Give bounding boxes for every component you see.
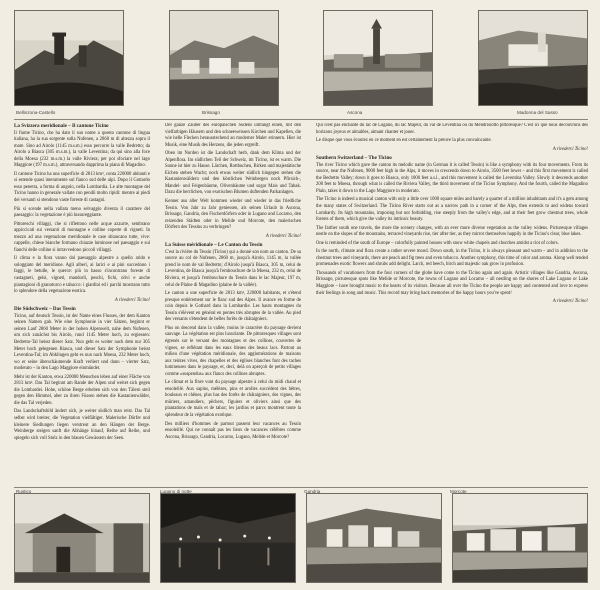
photo-brissago	[169, 10, 279, 106]
paragraph: Thousands of vacationers from the four corners of the globe have come to the Ticino again and again. Artistic villages like Gandria, Ascona, Brissago, picturesque spots like Melide or Morcote, the towns of Lugano and Locarno – all nestling on the shores of Lake Lugano or Lake Maggiore – have brought music to the hearts of its visitors. Because all over the Ticino the people are happy and contented and love to express their feelings in song and music. This record may bring back memories of the happy hours you've spent!	[316, 270, 588, 296]
paragraph: The river Ticino which gave the canton its melodic name (in German it is called Tessin) is like a symphony with its four movements. From its source, near the Nufenen, 9000 feet high in the Alps, it moves in crescendo down to Airolo, 3500 feet lower – and this first movement is called the Bedretto Valley; down it goes to Biasca, only 1000 feet a.s.l., and this movement is called the Leventina Valley. Slowly it descends another 200 feet to Moesa, through what is called the Riviera Valley, the third movement of the Ticino Symphony. And the fourth, called the Magadino Plain, takes it down to the Lago Maggiore in moderato.	[316, 162, 588, 194]
photo-rustico	[14, 493, 150, 583]
paragraph: In the north, climate and flora create a rather severe mood. Down south, in the Ticino, it is always pleasant and warm – and in addition to the chestnut trees and vineyards, there are peach and fig trees and even tobacco. Another symphony, this time of color and aroma. Along well tended promenades exotic flowers and shrubs add delight. Larch, red beech, birch and majestic oak grow in profusion.	[316, 249, 588, 268]
paragraph: Il fiume Ticino, che ha dato il suo nome a questo cantone di lingua italiana, ha la sua sorgente sulla Nufenen, a 2860 m di altezza sopra il mare. Sino ad Airolo (1145 m.s.m.) esso percorre la valle Bedretto; da Airolo a Biasca (305 m.s.m.), la valle Leventina; da qui sino alla foce della Moesa (232 m.s.m.) la valle Riviera; per poi sfociare nel lago Maggiore (197 m.s.m.), attraversando dapprima la piana di Magadino.	[14, 130, 150, 169]
heading-italian: La Svizzera meridionale – Il cantone Ticino	[14, 123, 109, 129]
paragraph: Ticino, auf deutsch Tessin, ist der Name eines Flusses, der dem Kanton seinen Namen gab. Wie eine Symphonie in vier Sätzen, beginnt er seinen Lauf 2860 Meter in der hohen Alpenwelt, nahe dem Nufenen, um sich zunächst bis Airolo, rund 1145 Meter hoch, zu ergiessen: Bedretto-Tal heisst dieser Satz. Nun geht es weiter nach dem nur 305 Meter hoch gelegenen Biasca, und dieser Satz der Symphonie heisst Leventina-Tal; im Abklingen geht es nun nach Moesa, 232 Meter hoch, wo er seine überschäumende Kraft verliert und dann – vierter Satz, moderato – in den Lago Maggiore einmündet.	[14, 313, 150, 372]
caption-bottom-1: Rustico	[16, 489, 32, 494]
paragraph: Oben im Norden ist die Landschaft herb, dank dem Klima und der Alpenflora. Im südlichen Teil der Schweiz, im Ticino, ist es warm. Die Sonne ist hier zu Hause. Lärchen, Rottbuchen, Birken und majestätische Eichen stehen Wacht; noch etwas weiter südlich hingegen stehen die Kastanienwäldern und den köstlichen Weinbergen noch Pfirsich-, Mandel- und Feigenbäume, Olivenbäume und sogar Mais und Tabak. Dazu die herrlichen, von exotischen Blumen duftenden Parkanlagen.	[165, 151, 301, 196]
paragraph: One is reminded of the south of Europe – colorfully painted houses with snow white chapels and churches amidst a riot of colors.	[316, 240, 559, 246]
photo-ascona	[323, 10, 433, 106]
photo-gandria	[306, 493, 442, 583]
paragraph: Der ganze Zauber des europäischen Südens umfängt einen, mit den vielfarbigen Häusern und den schneeweissen Kirchen und Kapellen, die wie helle Flecken herausstechend an moderner Maler erinnern. Hier ist Musik, eine Musik des Herzens, die jeden ergreift.	[165, 123, 301, 148]
paragraph: Il clima e la flora vanno dal paesaggio alpestre a quello arido e sologgiato del meridione. Agli alberi, ai larici e ai pini succedono i faggi, le betulle, le querce: più in basso s'incontrano foreste di castagneti, gelsi, vigneti, mandorli, peschi, fichi, olivi e anche piantagioni di granoturco e tabacco: i giardini ed i parchi mostrano tutto lo splendore della vegetazione esotica.	[14, 256, 150, 295]
bottom-photo-row	[14, 493, 588, 590]
paragraph: Pittoreschi villaggi, che si riflettono nelle acque azzurre, sembrano appiccicati sui versanti di montagne e colline coperte di vigneti. In mezzo ad una vegetazione meridionale le case sbiancano tutte, vive: cappelle, chiese bianche formano chiazze luminose nel paesaggio e sui fianchi delle colline si intravvedono piccoli villaggi.	[14, 221, 150, 253]
paragraph: Kenner aus aller Welt kommen wieder und wieder in das friedliche Tessin. Von Jahr zu Jahr geniessen, als seinen Urlaub in Ascona, Brissago, Gandria, den Fischerdörfern oder in Lugano und Locarno, den reizenden Städten oder in Melide und Morcote, den malerischen Dörfern des Tessins zu verbringen?	[165, 199, 301, 231]
paragraph: Qui n'est pas enchanté du lac de Lugano, du lac Majeur, du val de Leventina ou du Mendrisiotto pittoresque? C'est ici que nous découvrons des horizons joyeux et aimables, aimant chanter et jouer.	[316, 123, 588, 135]
signoff: A rivederci Ticino!	[114, 297, 150, 303]
paragraph: C'est la rivière du Tessin (Ticino) qui a donné son nom au canton. De sa source au col de Nufenen, 2860 m, jusqu'à Airolo, 1145 m, la vallée prend le nom de val Bedretto; d'Airolo jusqu'à Biasca, 305 m, celui de Leventina, de Biasca jusqu'à l'embouchure de la Moesa, 232 m, celui de Riviera, et jusqu'à l'embouchure du Tessin dans le lac Majeur, 197 m, celui de Plaine di Magadino (plaine de la vallée).	[165, 249, 301, 288]
paragraph: The Ticino is indeed a musical canton with only a little over 1000 square miles and barely a quarter of a million inhabitants and it's a gem among the many states of Switzerland. The Ticino River starts out as a narrow path in a corner of the Alps, then extends to and widens toward Lombardy. Its high mountains, imposing but not forbidding, rise steeply from the valley's edge, and at their feet grow chestnut trees, whole forests of them, which give the valley its intrinsic beauty.	[316, 197, 588, 223]
signoff: A rivederci Ticino!	[265, 233, 301, 239]
caption-top-3: Ascona	[347, 110, 363, 115]
column-german-french	[165, 123, 301, 483]
photo-bellinzona-castello	[14, 10, 124, 106]
photo-morcote	[452, 493, 588, 583]
photo-lugano-di-notte	[160, 493, 296, 583]
paragraph: Il cantone Ticino ha una superficie di 2813 km², conta 220000 abitanti e si estende quasi interamente sul fianco sud delle alpi. Dopo il Gottardo esso penetra, a forma di angolo, nella Lombardia. Le alte montagne del Ticino hanno in generale vallate con pendii molto ripidi: mentre ai piedi dei versanti si stendono vaste foreste di castagni.	[14, 171, 150, 204]
signoff: A rivederci Ticino!	[552, 299, 588, 305]
column-italian	[14, 123, 150, 483]
paragraph: Plus on descend dans la vallée, moins le caractère du paysage devient sauvage. La végétation est plus luxuriante. De pittoresques villages sont égrenés sur le versant des montagnes et des collines, couvertes de vignes, se reflétant dans les eaux bleues des beaux lacs. Partout au milieu d'une végétation méridionale, des agglomérations de maisons aux teintes vives, des chapelles et des églises blanches font des taches lumineuses dans le paysage, et, deci, delà on aperçoit de petits villages comme «suspendus» aux flancs des collines abruptes.	[165, 325, 301, 377]
heading-english: Southern Switzerland – The Ticino	[316, 155, 392, 162]
caption-top-4: Madonna del Sasso	[517, 110, 558, 115]
paragraph: The farther south one travels, the more the scenery changes, with an ever more diverse vegetation as the valley widens. Picturesque villages nestle on the slopes of the mountains, terraced vineyards rise, tier after tier, as they mirror themselves happily in the Ticino's clear, blue lakes.	[316, 225, 588, 238]
photo-madonna-del-sasso	[478, 10, 588, 106]
divider-top	[14, 119, 588, 120]
heading-french: La Suisse méridionale – Le Canton du Tessin	[165, 242, 263, 249]
paragraph: Le canton a une superficie de 2813 km², 220000 habitants, et s'étend presque entièrement sur le flanc sud des Alpes. Il avance en forme de coin depuis le Gothard dans la Lombardie. Les hauts montagnes du Tessin s'élèvent en général en pentes très abruptes de la vallée. Au pied des versants s'étendent de belles forêts de châtaigniers.	[165, 291, 301, 323]
heading-german: Die Südschweiz – Das Tessin	[14, 306, 76, 313]
paragraph: Des milliers d'hommes de partout passent leur vacances au Tessin ensoleillé. Qui ne connaît pas les lieux de vacances célèbres comme Ascona, Brissago, Gandria, Locarno, Lugano, Melide et Morcote?	[165, 421, 301, 440]
top-photo-row	[14, 10, 588, 116]
caption-top-1: Bellinzona-Castello	[16, 110, 56, 115]
paragraph: Le climat et la flore vont du paysage alpestre à celui du midi chaud et ensoleillé. Aux sapins, mélèzes, pins et arolles succèdent des hêtres, bouleaux et chênes, plus bas des forêts de châtaigniers, des vignes, des mûriers, amandiers, pêchers, figuiers et oliviers ainsi que des plantations de maïs et de tabac; les jardins et parcs montrent toute la splendeur de la végétation exotique.	[165, 380, 301, 418]
caption-top-2: Brissago	[202, 110, 220, 115]
paragraph: Più si scende nella vallata meno selvaggio diventa il carattere del paesaggio: la vegetazione è più lussureggiante.	[14, 206, 150, 219]
paragraph: Das Landschaftsbild ändert sich, je weiter südlich man reist. Das Tal selbst wird breiter, die Vegetation vielfältiger. Malerische Dörfer und kleinere Siedlungen liegen verstreut an den Hängen der Berge. Weinberge steigen sanft die Abhänge hinauf, Reihe auf Reihe, und spiegeln sich voll Stolz in den blauen Gewässern der Seen.	[14, 409, 150, 441]
caption-bottom-3: Gandria	[304, 489, 321, 494]
signoff: A rivederci Ticino!	[552, 146, 588, 152]
column-french-english	[316, 123, 588, 483]
paragraph: Le disque que vous écoutez en ce moment en est certainement la preuve la plus convaincante.	[316, 138, 492, 144]
text-columns	[14, 123, 588, 483]
divider-bottom	[14, 487, 588, 488]
caption-bottom-4: Morcote	[450, 489, 467, 494]
paragraph: Mehr ist der Kanton, etwa 220000 Menschen leben auf einer Fläche von 2813 km². Das Tal beginnt am Rande der Alpen und weitet sich gegen die Lombardei. Hohe, schöne Berge erheben sich von den Tälern steil gegen den Himmel, aber zu ihren Füssen stehen die Kastanienwälder, die das Tal verjeden.	[14, 374, 150, 406]
caption-bottom-2: Lugano di notte	[160, 489, 192, 494]
